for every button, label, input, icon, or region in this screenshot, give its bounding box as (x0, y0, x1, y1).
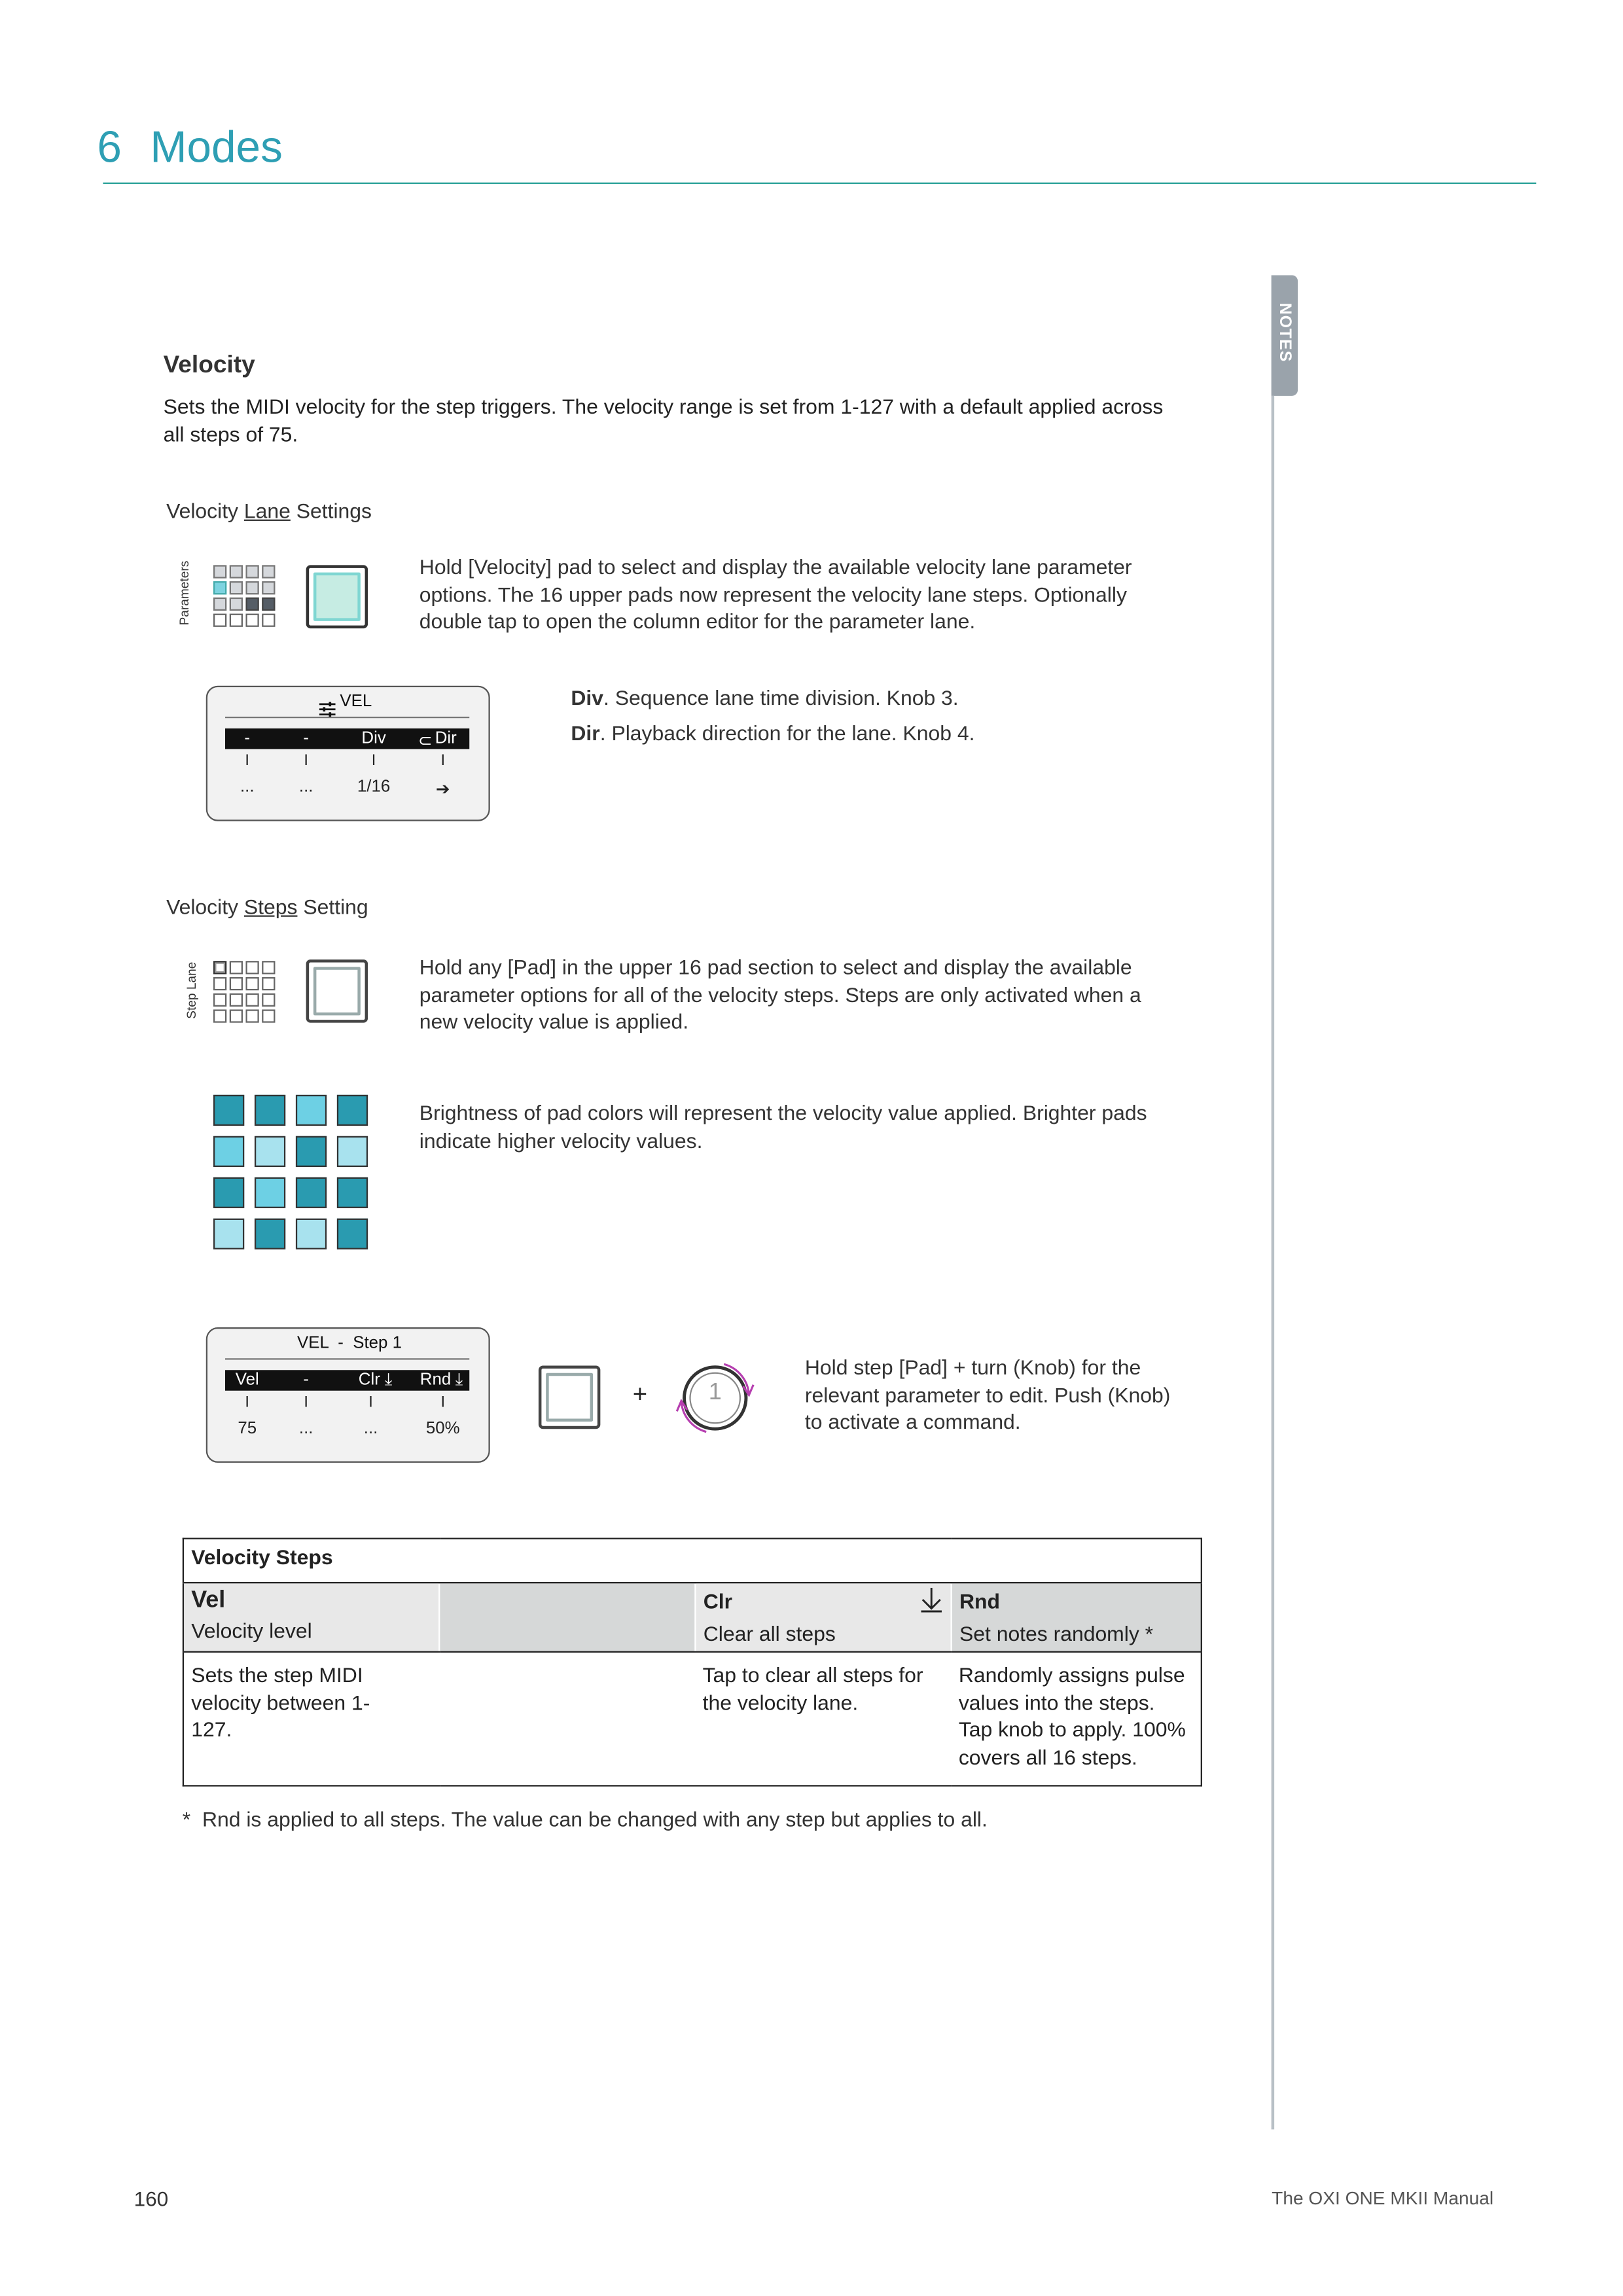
pad (230, 598, 243, 611)
col-header-rnd (952, 1583, 1202, 1652)
steps-label-underlined: Steps (243, 896, 298, 920)
push-icon (919, 1587, 943, 1613)
velocity-pad (296, 1219, 327, 1249)
table-cell: Sets the step MIDI velocity between 1-127. (191, 1664, 370, 1743)
velocity-pad (337, 1219, 368, 1249)
value-cell: ... (298, 778, 313, 797)
tick: I (440, 751, 446, 770)
pad (245, 977, 259, 990)
section-intro: Sets the MIDI velocity for the step triggers. The velocity range is set from 1-127 with a default applied across all steps of 75. (163, 395, 1164, 447)
steps-setting-label (166, 896, 368, 920)
velocity-pad (213, 1136, 244, 1167)
velocity-pad (337, 1136, 368, 1167)
table-title: Velocity Steps (183, 1539, 1202, 1583)
table-title-row (183, 1539, 1202, 1583)
velocity-pad (296, 1095, 327, 1126)
pad (230, 1009, 243, 1022)
pad (245, 961, 259, 974)
mixer-icon (319, 698, 336, 712)
col-header-clr (695, 1583, 951, 1652)
col-name: Clr (703, 1590, 733, 1615)
tick: I (440, 1393, 446, 1412)
steps-label-prefix: Velocity (166, 896, 244, 920)
lane-label-underlined: Lane (243, 500, 291, 524)
pad (213, 614, 226, 627)
title-underline (225, 717, 469, 718)
pad (245, 598, 259, 611)
pad (262, 581, 275, 594)
push-icon: ⤓ (455, 1371, 463, 1390)
pad (230, 565, 243, 578)
pad (245, 614, 259, 627)
pad (213, 598, 226, 611)
step-param-bar (225, 1370, 469, 1390)
value-cell: 50% (425, 1420, 460, 1438)
col-name: Rnd (959, 1590, 1000, 1615)
side-rule (1272, 396, 1274, 2130)
lane-label-suffix: Settings (290, 500, 372, 524)
parameters-side-label: Parameters (176, 560, 192, 626)
velocity-pad (255, 1219, 285, 1249)
tick: I (245, 1393, 249, 1412)
value-cell: ... (298, 1420, 313, 1438)
pad (213, 977, 226, 990)
vel-step-screen (206, 1327, 490, 1463)
chapter-title: Modes (150, 123, 283, 173)
title-underline (225, 1358, 469, 1359)
value-row (225, 1420, 469, 1441)
bar-cell: Dir (435, 730, 457, 748)
knob-number: 1 (708, 1380, 722, 1406)
col-subtitle: Clear all steps (703, 1623, 836, 1647)
pad (213, 994, 226, 1007)
knob-description: Hold step [Pad] + turn (Knob) for the relevant parameter to edit. Push (Knob) to activate a command. (804, 1357, 1171, 1436)
velocity-pad (255, 1095, 285, 1126)
velocity-pad-inner (313, 573, 361, 621)
pad (213, 565, 226, 578)
pad (262, 994, 275, 1007)
velocity-pad (213, 1219, 244, 1249)
col-header-empty (439, 1583, 695, 1652)
value-cell: 75 (238, 1420, 257, 1438)
vel-screen-title: VEL (340, 692, 372, 711)
pad-selected (213, 961, 226, 974)
pad (262, 598, 275, 611)
col-header-vel (183, 1583, 439, 1652)
param-dir (571, 721, 1188, 749)
velocity-pad (213, 1095, 244, 1126)
col-subtitle: Set notes randomly * (959, 1623, 1154, 1647)
table-cell (439, 1652, 695, 1786)
section-title: Velocity (163, 351, 255, 378)
param-text: . Playback direction for the lane. Knob 4. (599, 722, 975, 746)
velocity-pad (255, 1136, 285, 1167)
pad (262, 1009, 275, 1022)
velocity-pad (255, 1177, 285, 1208)
value-cell: 1/16 (357, 778, 391, 797)
lane-settings-label (166, 500, 372, 524)
param-div (571, 686, 1188, 713)
brightness-description: Brightness of pad colors will represent the velocity value applied. Brighter pads indicate higher velocity values. (419, 1102, 1147, 1154)
lane-label-prefix: Velocity (166, 500, 244, 524)
param-text: . Sequence lane time division. Knob 3. (603, 687, 959, 711)
tick: I (368, 1393, 373, 1412)
param-name: Dir (571, 722, 600, 746)
table-header-row (183, 1583, 1202, 1652)
side-tab-label: NOTES (1275, 302, 1294, 363)
pad (262, 614, 275, 627)
chapter-number: 6 (97, 123, 122, 173)
tick: I (304, 751, 308, 770)
vel-lane-screen (206, 686, 490, 821)
steps-label-suffix: Setting (297, 896, 368, 920)
bar-cell: - (303, 730, 309, 748)
pad (230, 581, 243, 594)
table-cell: Tap to clear all steps for the velocity lane. (702, 1664, 923, 1715)
plus-sign: + (632, 1380, 648, 1408)
value-cell: ... (363, 1420, 378, 1438)
vel-param-bar (225, 728, 469, 749)
pad (230, 614, 243, 627)
value-cell: ➔ (435, 781, 450, 799)
steps-description: Hold any [Pad] in the upper 16 pad section to select and display the available parameter options for all of the velocity steps. Steps are only activated when a new velocity value is applied. (419, 956, 1141, 1035)
step-pad-inner (313, 967, 361, 1015)
footnote: * Rnd is applied to all steps. The value can be changed with any step but applies to all. (182, 1808, 988, 1833)
value-row (225, 778, 469, 798)
manual-title: The OXI ONE MKII Manual (1272, 2188, 1494, 2209)
step-pad-inner (546, 1373, 593, 1422)
step-lane-pad-grid (213, 961, 278, 1026)
parameters-pad-grid (213, 565, 278, 630)
bar-cell: Rnd (419, 1371, 452, 1390)
velocity-steps-table (183, 1538, 1202, 1787)
pad (262, 565, 275, 578)
step-lane-side-label: Step Lane (184, 961, 199, 1019)
tick: I (304, 1393, 308, 1412)
pad (230, 977, 243, 990)
header-rule (103, 183, 1536, 184)
pad (262, 961, 275, 974)
dir-icon: ⊂ (418, 732, 433, 751)
pad (245, 994, 259, 1007)
tick: I (371, 751, 376, 770)
pad (230, 994, 243, 1007)
table-cell: Randomly assigns pulse values into the steps. Tap knob to apply. 100% covers all 16 steps. (958, 1664, 1186, 1770)
table-body-row (183, 1652, 1202, 1786)
velocity-pad (337, 1177, 368, 1208)
step-pad-icon (539, 1366, 600, 1429)
pad-selected (213, 581, 226, 594)
pad (262, 977, 275, 990)
lane-description: Hold [Velocity] pad to select and display the available velocity lane parameter options. The 16 upper pads now represent the velocity lane steps. Optionally double tap to open the column editor for the parameter lane. (419, 556, 1132, 635)
push-icon: ⤓ (384, 1371, 393, 1390)
col-name: Vel (191, 1588, 226, 1613)
bar-cell: - (303, 1371, 309, 1390)
value-cell: ... (240, 778, 255, 797)
bar-cell: Clr (358, 1371, 380, 1390)
pad (245, 565, 259, 578)
bar-cell: - (244, 730, 251, 748)
step-pad-icon (306, 960, 368, 1023)
bar-cell: Div (361, 730, 386, 748)
step-screen-title: VEL - Step 1 (296, 1335, 402, 1353)
pad (245, 581, 259, 594)
velocity-pad (337, 1095, 368, 1126)
velocity-pad (213, 1177, 244, 1208)
velocity-pad (296, 1177, 327, 1208)
pad (230, 961, 243, 974)
pad (213, 1009, 226, 1022)
param-name: Div (571, 687, 604, 711)
tick: I (245, 751, 249, 770)
bar-cell: Vel (235, 1371, 259, 1390)
side-tab (1272, 275, 1298, 395)
tick-row (225, 1393, 469, 1411)
velocity-pad-icon (306, 565, 368, 628)
col-subtitle: Velocity level (191, 1620, 312, 1644)
pad (245, 1009, 259, 1022)
page-number: 160 (134, 2187, 169, 2211)
velocity-brightness-grid (213, 1095, 369, 1254)
tick-row (225, 752, 469, 770)
velocity-pad (296, 1136, 327, 1167)
